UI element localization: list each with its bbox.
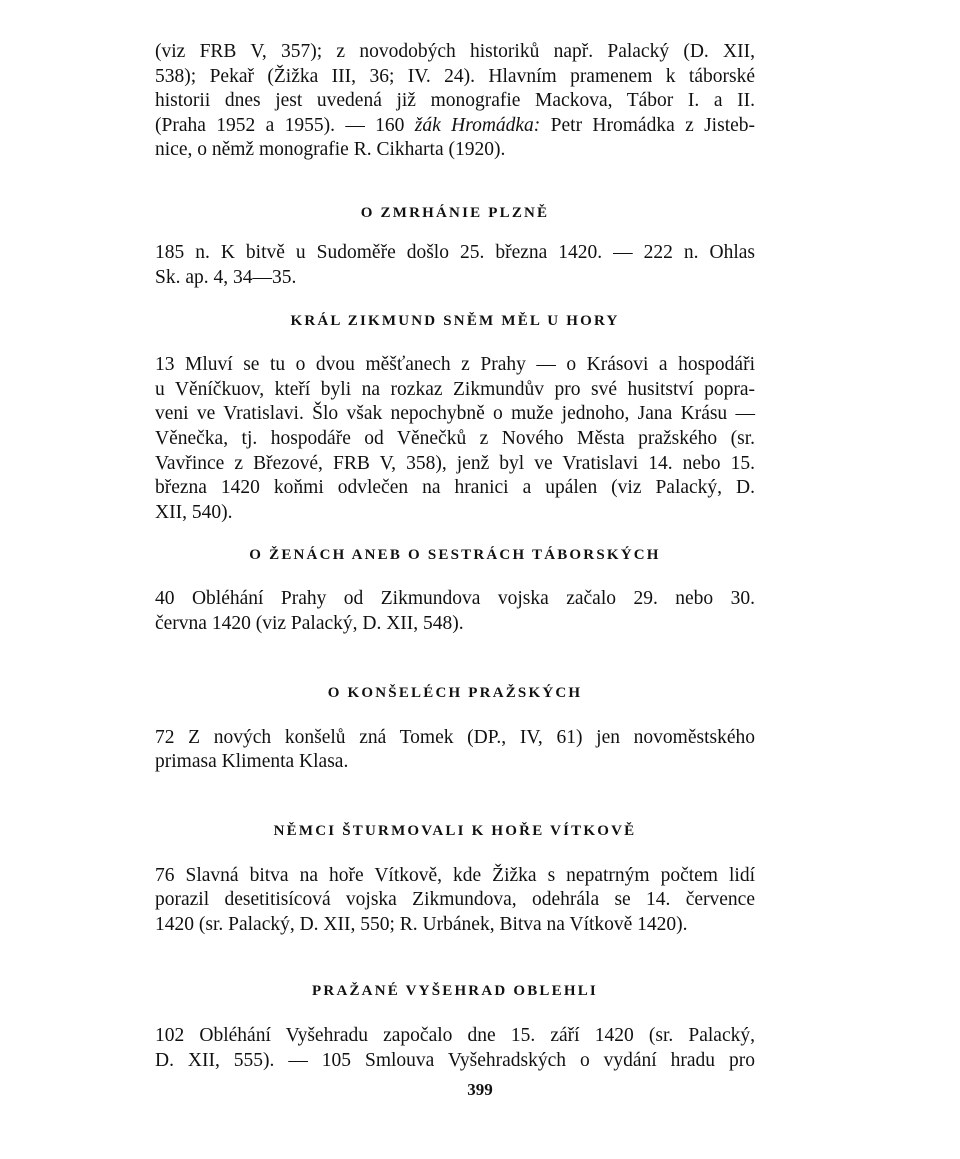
section-paragraph bbox=[155, 1024, 755, 1073]
text-line: 72 Z nových konšelů zná Tomek (DP., IV, 61) jen novoměstského bbox=[155, 726, 755, 748]
text-line: 102 Obléhání Vyšehradu započalo dne 15. září 1420 (sr. Palacký, bbox=[155, 1025, 755, 1047]
page-number: 399 bbox=[467, 1080, 493, 1099]
text-line: června 1420 (viz Palacký, D. XII, 548). bbox=[155, 612, 464, 634]
text-line bbox=[155, 114, 755, 139]
italic-term: žák Hromádka: bbox=[414, 114, 541, 136]
text-line: března 1420 koňmi odvlečen na hranici a upálen (viz Palacký, D. bbox=[155, 477, 755, 499]
section-heading: NĚMCI ŠTURMOVALI K HOŘE VÍTKOVĚ bbox=[273, 822, 637, 839]
text-line: (viz FRB V, 357); z novodobých historiků např. Palacký (D. XII, bbox=[155, 41, 755, 62]
section-heading: O ŽENÁCH ANEB O SESTRÁCH TÁBORSKÝCH bbox=[249, 547, 661, 564]
text-line: D. XII, 555). — 105 Smlouva Vyšehradských o vydání hradu pro bbox=[155, 1050, 755, 1072]
text-line: 40 Obléhání Prahy od Zikmundova vojska začalo 29. nebo 30. bbox=[155, 588, 755, 610]
intro-paragraph bbox=[155, 40, 755, 163]
text-segment: (Praha 1952 a 1955). — 160 bbox=[155, 114, 405, 136]
section-paragraph bbox=[155, 353, 755, 525]
text-line: nice, o němž monografie R. Cikharta (1920). bbox=[155, 139, 506, 161]
text-line: Věnečka, tj. hospodáře od Věnečků z Nového Města pražského (sr. bbox=[155, 427, 755, 449]
text-line: XII, 540). bbox=[155, 501, 233, 523]
text-segment: Petr Hromádka z Jisteb- bbox=[550, 114, 756, 136]
text-line: 185 n. K bitvě u Sudoměře došlo 25. března 1420. — 222 n. Ohlas bbox=[155, 241, 755, 263]
text-line: 538); Pekař (Žižka III, 36; IV. 24). Hlavním pramenem k táborské bbox=[155, 65, 755, 87]
section-heading: KRÁL ZIKMUND SNĚM MĚL U HORY bbox=[290, 313, 620, 330]
text-line: 76 Slavná bitva na hoře Vítkově, kde Žižka s nepatrným počtem lidí bbox=[155, 864, 755, 886]
section-paragraph bbox=[155, 241, 755, 290]
section-paragraph bbox=[155, 587, 755, 636]
section-heading: PRAŽANÉ VYŠEHRAD OBLEHLI bbox=[312, 983, 598, 1000]
section-paragraph bbox=[155, 864, 755, 938]
text-line: 13 Mluví se tu o dvou měšťanech z Prahy — o Krásovi a hospodáři bbox=[155, 354, 755, 376]
text-line: Vavřince z Březové, FRB V, 358), jenž byl ve Vratislavi 14. nebo 15. bbox=[155, 452, 755, 474]
text-line: veni ve Vratislavi. Šlo však nepochybně o muže jednoho, Jana Krásu — bbox=[155, 403, 755, 425]
section-heading: O ZMRHÁNIE PLZNĚ bbox=[360, 204, 550, 221]
text-line: porazil desetitisícová vojska Zikmundova, odehrála se 14. července bbox=[155, 889, 755, 911]
section-heading: O KONŠELÉCH PRAŽSKÝCH bbox=[327, 684, 583, 701]
page-body bbox=[155, 40, 755, 1074]
section-paragraph bbox=[155, 726, 755, 775]
text-line: u Věníčkuov, kteří byli na rozkaz Zikmundův pro své husitství popra- bbox=[155, 378, 755, 400]
text-line: primasa Klimenta Klasa. bbox=[155, 751, 349, 773]
text-line: Sk. ap. 4, 34—35. bbox=[155, 266, 297, 288]
text-line: 1420 (sr. Palacký, D. XII, 550; R. Urbánek, Bitva na Vítkově 1420). bbox=[155, 913, 688, 935]
text-line: historii dnes jest uvedená již monografie Mackova, Tábor I. a II. bbox=[155, 90, 755, 112]
